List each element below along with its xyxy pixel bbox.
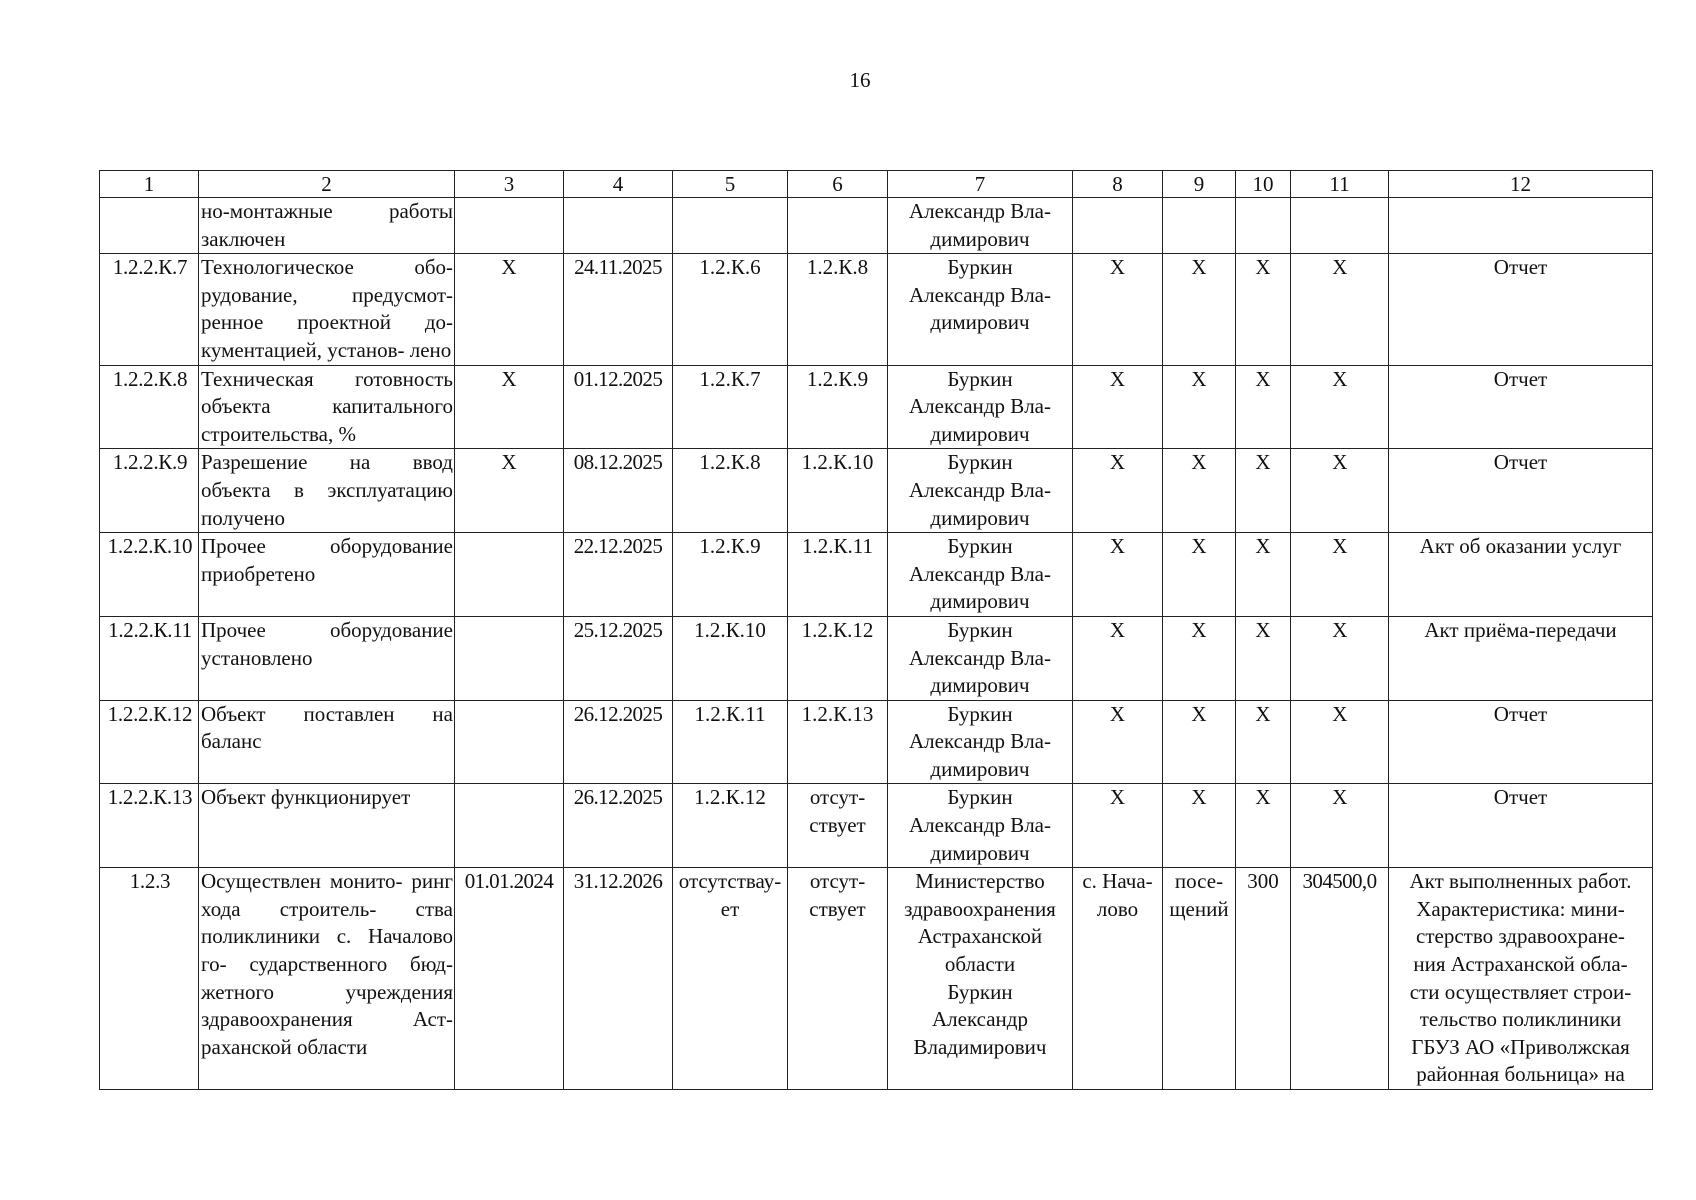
unit-line: посе- [1174, 869, 1224, 894]
column-header: 8 [1073, 171, 1163, 198]
cell-responsible [888, 700, 1073, 784]
document-line: Характеристика: мини- [1416, 896, 1625, 921]
column-header: 7 [888, 171, 1073, 198]
responsible-line: Александр Вла- [908, 199, 1052, 223]
cell-code [100, 198, 199, 254]
cell-col8 [1073, 868, 1163, 1090]
cell-col10: X [1236, 700, 1291, 784]
table-row [100, 616, 1653, 700]
cell-next: 1.2.К.11 [788, 533, 888, 617]
cell-next: 1.2.К.9 [788, 365, 888, 449]
document-line: сти осуществляет строи- [1409, 979, 1632, 1004]
cell-col3: X [455, 449, 564, 533]
cell-col8: X [1073, 784, 1163, 868]
next-line: отсут- [809, 785, 866, 810]
cell-col3 [455, 198, 564, 254]
cell-col11: X [1291, 254, 1389, 365]
cell-col8: X [1073, 254, 1163, 365]
cell-col8: X [1073, 700, 1163, 784]
next-line: ствует [809, 813, 866, 838]
cell-col10: X [1236, 784, 1291, 868]
responsible-line: Александр Вла- [908, 561, 1052, 586]
responsible-line: Александр Вла- [908, 813, 1052, 838]
prev-line: отсутствау- [678, 869, 782, 894]
cell-prev: 1.2.К.8 [673, 449, 788, 533]
cell-col11: X [1291, 700, 1389, 784]
cell-next [788, 784, 888, 868]
unit-line: щений [1169, 896, 1229, 921]
cell-document: Отчет [1389, 365, 1653, 449]
cell-document: Отчет [1389, 254, 1653, 365]
responsible-line: Буркин [947, 366, 1013, 391]
column-header: 2 [199, 171, 455, 198]
cell-document: Отчет [1389, 449, 1653, 533]
cell-col8: X [1073, 449, 1163, 533]
cell-prev: 1.2.К.9 [673, 533, 788, 617]
column-header: 11 [1291, 171, 1389, 198]
cell-col11: X [1291, 784, 1389, 868]
cell-date: 26.12.2025 [564, 784, 673, 868]
cell-col9: X [1163, 533, 1236, 617]
responsible-line: здравоохранения [904, 896, 1056, 921]
responsible-line: Владимирович [913, 1034, 1047, 1059]
cell-col11: X [1291, 449, 1389, 533]
cell-description: Прочее оборудование установлено [199, 616, 455, 700]
cell-col11 [1291, 198, 1389, 254]
responsible-line: области [944, 952, 1016, 977]
cell-code: 1.2.2.К.11 [100, 616, 199, 700]
responsible-line: Астраханской [917, 924, 1043, 949]
cell-col9: X [1163, 254, 1236, 365]
cell-document: Отчет [1389, 784, 1653, 868]
cell-prev: 1.2.К.11 [673, 700, 788, 784]
cell-col9: X [1163, 449, 1236, 533]
cell-col10: X [1236, 449, 1291, 533]
cell-description: Объект поставлен на баланс [199, 700, 455, 784]
cell-col8: X [1073, 365, 1163, 449]
cell-description: Техническая готовность объекта капитального строительства, % [199, 365, 455, 449]
responsible-line: Александр [932, 1007, 1028, 1032]
cell-date: 24.11.2025 [564, 254, 673, 365]
cell-prev: 1.2.К.7 [673, 365, 788, 449]
cell-col10 [1236, 198, 1291, 254]
responsible-line: димирович [930, 589, 1030, 614]
cell-next: 1.2.К.13 [788, 700, 888, 784]
location-line: с. Нача- [1082, 869, 1153, 894]
cell-prev: 1.2.К.6 [673, 254, 788, 365]
cell-col8: X [1073, 616, 1163, 700]
responsible-line: Александр Вла- [908, 282, 1052, 307]
responsible-line: димирович [930, 505, 1030, 530]
cell-col9 [1163, 868, 1236, 1090]
document-line: стерство здравоохране- [1416, 924, 1625, 949]
table-row [100, 700, 1653, 784]
responsible-line: димирович [930, 226, 1030, 251]
cell-next: 1.2.К.12 [788, 616, 888, 700]
cell-description: Объект функционирует [199, 784, 455, 868]
cell-next [788, 198, 888, 254]
column-header: 12 [1389, 171, 1653, 198]
responsible-line: Буркин [947, 255, 1013, 280]
cell-code: 1.2.2.К.9 [100, 449, 199, 533]
cell-col3 [455, 784, 564, 868]
table-row [100, 784, 1653, 868]
cell-date: 01.12.2025 [564, 365, 673, 449]
cell-col10: 300 [1236, 868, 1291, 1090]
cell-next: 1.2.К.8 [788, 254, 888, 365]
responsible-line: Буркин [947, 450, 1013, 475]
header-row [100, 171, 1653, 198]
cell-col9: X [1163, 784, 1236, 868]
cell-responsible [888, 784, 1073, 868]
responsible-line: Александр Вла- [908, 729, 1052, 754]
cell-col3 [455, 533, 564, 617]
column-header: 6 [788, 171, 888, 198]
cell-next [788, 868, 888, 1090]
column-header: 5 [673, 171, 788, 198]
cell-col9 [1163, 198, 1236, 254]
cell-code: 1.2.2.К.7 [100, 254, 199, 365]
document-line: ния Астраханской обла- [1413, 952, 1628, 977]
responsible-line: Буркин [947, 785, 1013, 810]
cell-date [564, 198, 673, 254]
cell-description: но-монтажные работы заключен [199, 198, 455, 254]
cell-col9: X [1163, 616, 1236, 700]
responsible-line: Министерство [915, 869, 1045, 894]
cell-col11: X [1291, 365, 1389, 449]
responsible-line: Александр Вла- [908, 645, 1052, 670]
responsible-line: Александр Вла- [908, 477, 1052, 502]
table-row [100, 198, 1653, 254]
responsible-line: Буркин [947, 534, 1013, 559]
cell-prev: 1.2.К.10 [673, 616, 788, 700]
cell-description: Осуществлен монито- ринг хода строитель- ства поликлиники с. Началово го- сударственного бюд- жетного учреждения здравоохранения Аст- раханской области [199, 868, 455, 1090]
location-line: лово [1096, 896, 1139, 921]
responsible-line: димирович [930, 421, 1030, 446]
cell-col3: X [455, 254, 564, 365]
responsible-line: Александр Вла- [908, 394, 1052, 419]
cell-date-start: 01.01.2024 [455, 868, 564, 1090]
cell-prev [673, 198, 788, 254]
cell-col3 [455, 700, 564, 784]
cell-responsible [888, 365, 1073, 449]
cell-code: 1.2.2.К.10 [100, 533, 199, 617]
cell-date: 31.12.2026 [564, 868, 673, 1090]
cell-prev [673, 868, 788, 1090]
responsible-line: димирович [930, 310, 1030, 335]
cell-col11: X [1291, 616, 1389, 700]
data-table [99, 170, 1653, 1090]
responsible-line: Буркин [947, 617, 1013, 642]
cell-document: Акт приёма-передачи [1389, 616, 1653, 700]
table-row [100, 449, 1653, 533]
cell-responsible [888, 449, 1073, 533]
next-line: отсут- [809, 869, 866, 894]
cell-responsible [888, 254, 1073, 365]
cell-responsible [888, 868, 1073, 1090]
cell-document: Акт об оказании услуг [1389, 533, 1653, 617]
responsible-line: Буркин [947, 701, 1013, 726]
cell-prev: 1.2.К.12 [673, 784, 788, 868]
responsible-line: димирович [930, 840, 1030, 865]
cell-date: 26.12.2025 [564, 700, 673, 784]
cell-document: Отчет [1389, 700, 1653, 784]
cell-col11: X [1291, 533, 1389, 617]
table-row [100, 365, 1653, 449]
table-row [100, 533, 1653, 617]
document-line: тельство поликлиники [1419, 1007, 1622, 1032]
column-header: 10 [1236, 171, 1291, 198]
cell-date: 25.12.2025 [564, 616, 673, 700]
document-line: районная больница» на [1416, 1062, 1625, 1087]
document-line: ГБУЗ АО «Приволжская [1411, 1034, 1630, 1059]
responsible-line: димирович [930, 756, 1030, 781]
cell-date: 08.12.2025 [564, 449, 673, 533]
page-number: 16 [849, 68, 871, 92]
cell-responsible [888, 198, 1073, 254]
column-header: 4 [564, 171, 673, 198]
cell-document [1389, 868, 1653, 1090]
cell-col3: X [455, 365, 564, 449]
cell-description: Технологическое обо- рудование, предусмот- ренное проектной до- кументацией, установ- лено [199, 254, 455, 365]
cell-description: Прочее оборудование приобретено [199, 533, 455, 617]
cell-responsible [888, 616, 1073, 700]
cell-col8: X [1073, 533, 1163, 617]
column-header: 1 [100, 171, 199, 198]
cell-col3 [455, 616, 564, 700]
cell-description: Разрешение на ввод объекта в эксплуатацию получено [199, 449, 455, 533]
responsible-line: димирович [930, 673, 1030, 698]
table-row [100, 868, 1653, 1090]
cell-col8 [1073, 198, 1163, 254]
prev-line: ет [720, 896, 740, 921]
cell-code: 1.2.2.К.12 [100, 700, 199, 784]
cell-col9: X [1163, 365, 1236, 449]
cell-date: 22.12.2025 [564, 533, 673, 617]
cell-code: 1.2.3 [100, 868, 199, 1090]
cell-col10: X [1236, 616, 1291, 700]
cell-responsible [888, 533, 1073, 617]
responsible-line: Буркин [947, 979, 1013, 1004]
cell-document [1389, 198, 1653, 254]
cell-col10: X [1236, 254, 1291, 365]
next-line: ствует [809, 896, 866, 921]
table-row [100, 254, 1653, 365]
document-line: Акт выполненных работ. [1409, 869, 1632, 894]
column-header: 9 [1163, 171, 1236, 198]
cell-col9: X [1163, 700, 1236, 784]
cell-code: 1.2.2.К.8 [100, 365, 199, 449]
cell-col10: X [1236, 533, 1291, 617]
cell-code: 1.2.2.К.13 [100, 784, 199, 868]
cell-next: 1.2.К.10 [788, 449, 888, 533]
cell-col11: 304500,0 [1291, 868, 1389, 1090]
column-header: 3 [455, 171, 564, 198]
cell-col10: X [1236, 365, 1291, 449]
